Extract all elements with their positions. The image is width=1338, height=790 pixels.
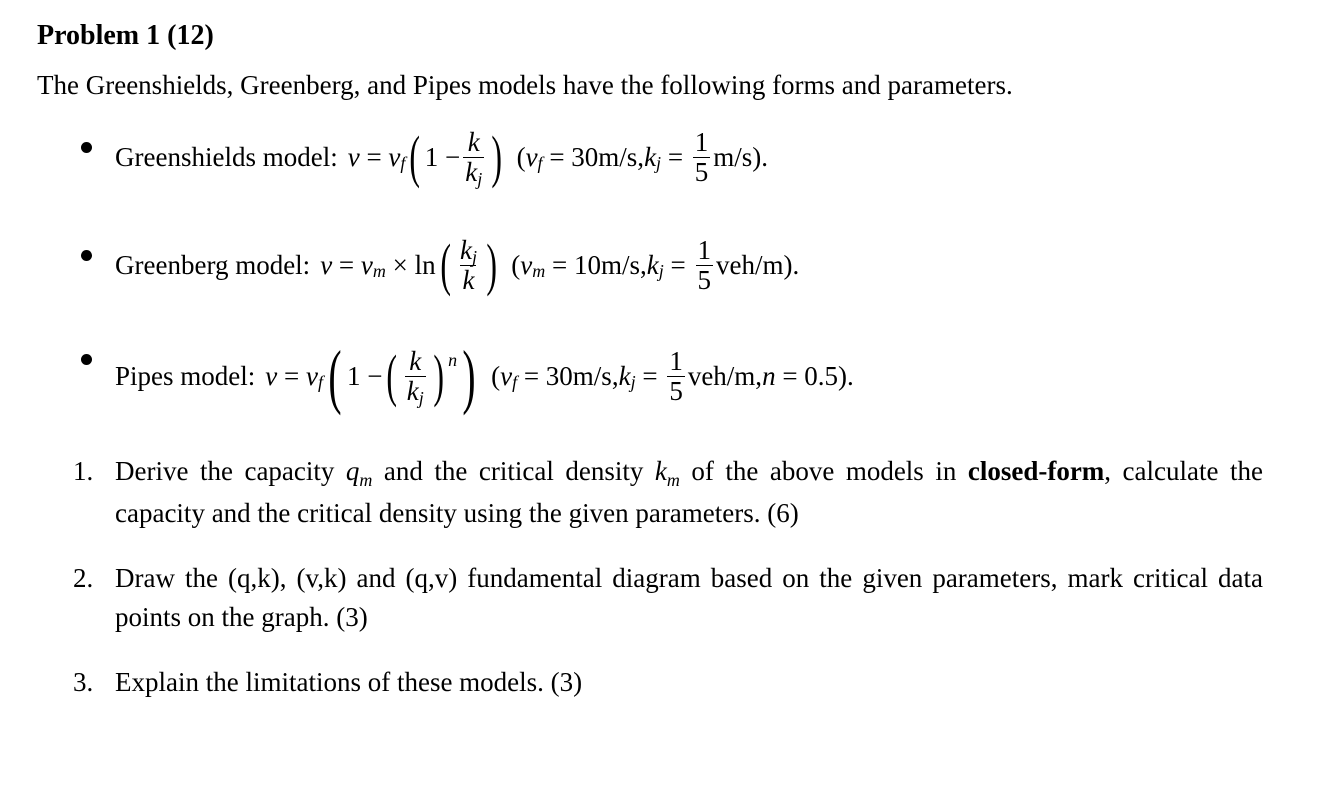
parameters: ( v f = 30m/s, k j = $\frac{1}{5}$ veh/m, n = 0.5). bbox=[491, 346, 854, 406]
bullet-dot bbox=[81, 250, 92, 261]
bullet-dot bbox=[81, 354, 92, 365]
greenshields-model bbox=[115, 124, 769, 189]
formula: v = v m × ln ( $\frac{kj}{k}$ ) bbox=[320, 232, 497, 297]
parameters: ( v f = 30m/s, k j = $\frac{1}{5}$ m/s). bbox=[516, 127, 769, 187]
greenberg-model bbox=[115, 232, 800, 297]
question-list bbox=[73, 452, 1263, 728]
bullet-dot bbox=[81, 142, 92, 153]
model-label: Greenshields model: bbox=[115, 141, 338, 172]
question-item: 2. Draw the (q,k), (v,k) and (q,v) fundamental diagram based on the given parameters, mark critical data points on the graph. (3) bbox=[73, 563, 1263, 632]
intro-text: The Greenshields, Greenberg, and Pipes models have the following forms and parameters. bbox=[37, 70, 1013, 100]
formula: v = v f ( 1 − $\frac{k}{kj}$ ) bbox=[347, 124, 503, 189]
parameters: ( v m = 10m/s, k j = $\frac{1}{5}$ veh/m). bbox=[511, 235, 800, 295]
question-item: 1. Derive the capacity $q_m$ and the critical density $k_m$ of the above models in closed-form, calculate the capacity and the critical density using the given parameters. (6) bbox=[73, 456, 1263, 528]
pipes-model bbox=[115, 336, 854, 416]
question-item: 3. Explain the limitations of these models. (3) bbox=[73, 667, 583, 697]
formula: v = v f ( 1 − ( $\frac{k}{kj}$ ) n ) bbox=[265, 336, 476, 416]
model-label: Greenberg model: bbox=[115, 249, 311, 280]
model-label: Pipes model: bbox=[115, 360, 256, 391]
problem-title: Problem 1 (12) bbox=[37, 20, 214, 51]
